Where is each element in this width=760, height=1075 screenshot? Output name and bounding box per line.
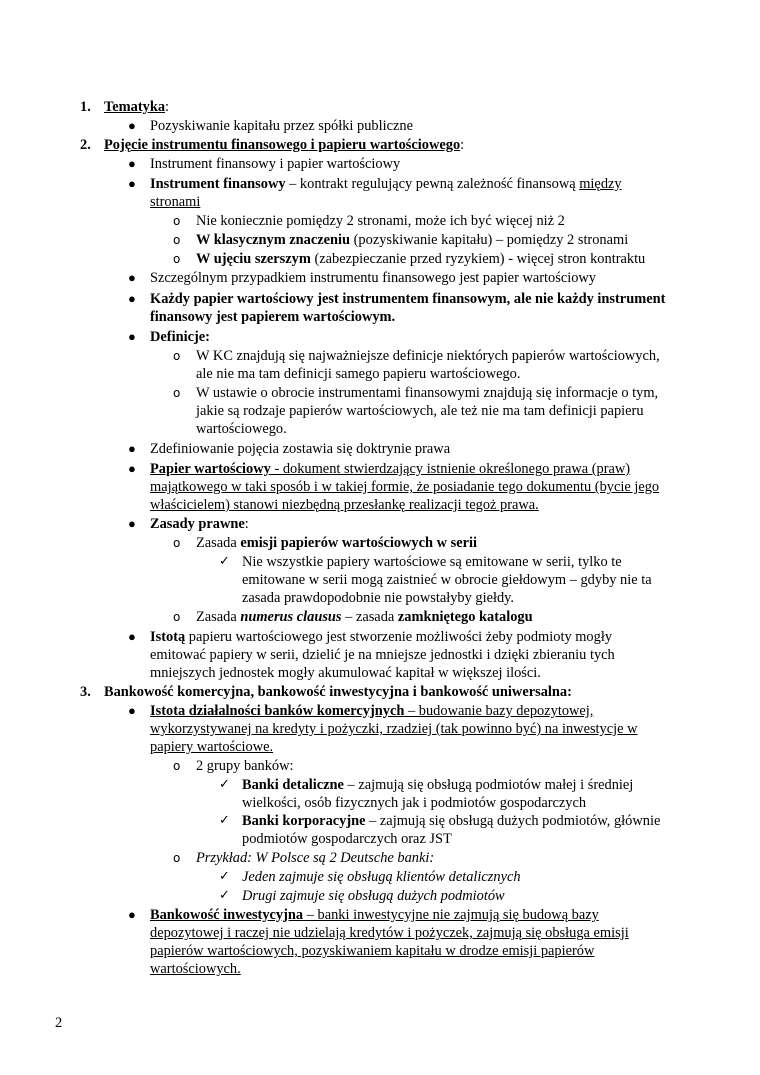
sub-list-item: W klasycznym znaczeniu (pozyskiwanie kapitału) – pomiędzy 2 stronami — [196, 232, 629, 248]
bullet-icon: ● — [128, 156, 136, 171]
sub-list-item: W KC znajdują się najważniejsze definicje niektórych papierów wartościowych, — [196, 348, 660, 364]
list-item-continuation: mniejszych jednostek mogły akumulować kapitał w większej ilości. — [150, 665, 541, 681]
list-item: Każdy papier wartościowy jest instrumentem finansowym, ale nie każdy instrument — [150, 291, 666, 307]
bullet-icon: ● — [128, 329, 136, 344]
page-number: 2 — [55, 1015, 63, 1031]
section-number: 2. — [80, 137, 91, 153]
bullet-icon: ● — [128, 441, 136, 456]
bullet-icon: ● — [128, 907, 136, 922]
sub-list-item: Nie koniecznie pomiędzy 2 stronami, może ich być więcej niż 2 — [196, 213, 565, 229]
circle-bullet-icon: o — [173, 536, 181, 550]
bullet-icon: ● — [128, 629, 136, 644]
list-item-continuation: depozytowej i raczej nie udzielają kredytów i pożyczek, zajmują się obsługa emisji — [150, 925, 629, 941]
checklist-item: Banki detaliczne – zajmują się obsługą podmiotów małej i średniej — [242, 777, 634, 793]
section-heading: Tematyka: — [104, 99, 170, 115]
list-item: Instrument finansowy – kontrakt regulujący pewną zależność finansową między — [150, 176, 622, 192]
circle-bullet-icon: o — [173, 610, 181, 624]
bullet-icon: ● — [128, 118, 136, 133]
bullet-icon: ● — [128, 176, 136, 191]
checklist-item-continuation: emitowane w serii mogą zaistnieć w obrocie giełdowym – gdyby nie ta — [242, 572, 652, 588]
sub-list-item-continuation: wartościowego. — [196, 421, 287, 437]
list-item: Pozyskiwanie kapitału przez spółki publiczne — [150, 118, 413, 134]
list-item-continuation: właścicielem) stanowi niezbędną przesłankę realizacji tegoż prawa. — [150, 497, 539, 513]
sub-list-item: W ujęciu szerszym (zabezpieczanie przed ryzykiem) - więcej stron kontraktu — [196, 251, 646, 267]
sub-list-item: 2 grupy banków: — [196, 758, 294, 774]
list-item-continuation: papiery wartościowe. — [150, 739, 274, 755]
list-item-continuation: wartościowych. — [150, 961, 241, 977]
circle-bullet-icon: o — [173, 349, 181, 363]
bullet-icon: ● — [128, 270, 136, 285]
checklist-item: Nie wszystkie papiery wartościowe są emitowane w serii, tylko te — [242, 554, 622, 570]
bullet-icon: ● — [128, 516, 136, 531]
list-item-continuation: emitować papiery w serii, dzielić je na mniejsze jednostki i dzięki zbieraniu tych — [150, 647, 615, 663]
list-item-continuation: majątkowego w taki sposób i w takiej formie, że posiadanie tego dokumentu (bycie jego — [150, 479, 660, 495]
list-item: Szczególnym przypadkiem instrumentu finansowego jest papier wartościowy — [150, 270, 596, 286]
list-item: Zasady prawne: — [150, 516, 249, 532]
circle-bullet-icon: o — [173, 386, 181, 400]
list-item-continuation: stronami — [150, 194, 201, 210]
section-heading: Bankowość komercyjna, bankowość inwestycyjna i bankowość uniwersalna: — [104, 684, 572, 700]
bullet-icon: ● — [128, 703, 136, 718]
section-heading: Pojęcie instrumentu finansowego i papieru wartościowego: — [104, 137, 465, 153]
list-item-continuation: wykorzystywanej na kredyty i pożyczki, rzadziej (tak powinno być) na inwestycje w — [150, 721, 638, 737]
circle-bullet-icon: o — [173, 851, 181, 865]
list-item: Istotą papieru wartościowego jest stworzenie możliwości żeby podmioty mogły — [150, 629, 613, 645]
section-number: 3. — [80, 684, 91, 700]
list-item-continuation: finansowy jest papierem wartościowym. — [150, 309, 396, 325]
checkmark-icon: ✓ — [219, 554, 230, 569]
circle-bullet-icon: o — [173, 233, 181, 247]
sub-list-item: Zasada emisji papierów wartościowych w serii — [196, 535, 477, 551]
list-item: Papier wartościowy - dokument stwierdzający istnienie określonego prawa (praw) — [150, 461, 631, 477]
checkmark-icon: ✓ — [219, 777, 230, 792]
circle-bullet-icon: o — [173, 214, 181, 228]
checklist-item: Drugi zajmuje się obsługą dużych podmiotów — [242, 888, 505, 904]
list-item: Definicje: — [150, 329, 210, 345]
checklist-item: Jeden zajmuje się obsługą klientów detalicznych — [242, 869, 521, 885]
checklist-item: Banki korporacyjne – zajmują się obsługą dużych podmiotów, głównie — [242, 813, 661, 829]
sub-list-item: Przykład: W Polsce są 2 Deutsche banki: — [196, 850, 435, 866]
sub-list-item-continuation: ale nie ma tam definicji samego papieru wartościowego. — [196, 366, 521, 382]
sub-list-item: Zasada numerus clausus – zasada zamkniętego katalogu — [196, 609, 533, 625]
circle-bullet-icon: o — [173, 252, 181, 266]
list-item: Instrument finansowy i papier wartościowy — [150, 156, 401, 172]
checkmark-icon: ✓ — [219, 888, 230, 903]
sub-list-item: W ustawie o obrocie instrumentami finansowymi znajdują się informacje o tym, — [196, 385, 659, 401]
checklist-item-continuation: zasada prawdopodobnie nie powstałyby giełdy. — [242, 590, 515, 606]
checklist-item-continuation: podmiotów gospodarczych oraz JST — [242, 831, 452, 847]
bullet-icon: ● — [128, 291, 136, 306]
list-item-continuation: papierów wartościowych, pozyskiwaniem kapitału w drodze emisji papierów — [150, 943, 595, 959]
list-item: Bankowość inwestycyjna – banki inwestycyjne nie zajmują się budową bazy — [150, 907, 599, 923]
checkmark-icon: ✓ — [219, 813, 230, 828]
list-item: Istota działalności banków komercyjnych – budowanie bazy depozytowej, — [150, 703, 594, 719]
list-item: Zdefiniowanie pojęcia zostawia się doktrynie prawa — [150, 441, 451, 457]
checkmark-icon: ✓ — [219, 869, 230, 884]
sub-list-item-continuation: jakie są rodzaje papierów wartościowych, ale też nie ma tam definicji papieru — [196, 403, 644, 419]
section-number: 1. — [80, 99, 91, 115]
circle-bullet-icon: o — [173, 759, 181, 773]
checklist-item-continuation: wielkości, osób fizycznych jak i podmiotów gospodarczych — [242, 795, 587, 811]
bullet-icon: ● — [128, 461, 136, 476]
